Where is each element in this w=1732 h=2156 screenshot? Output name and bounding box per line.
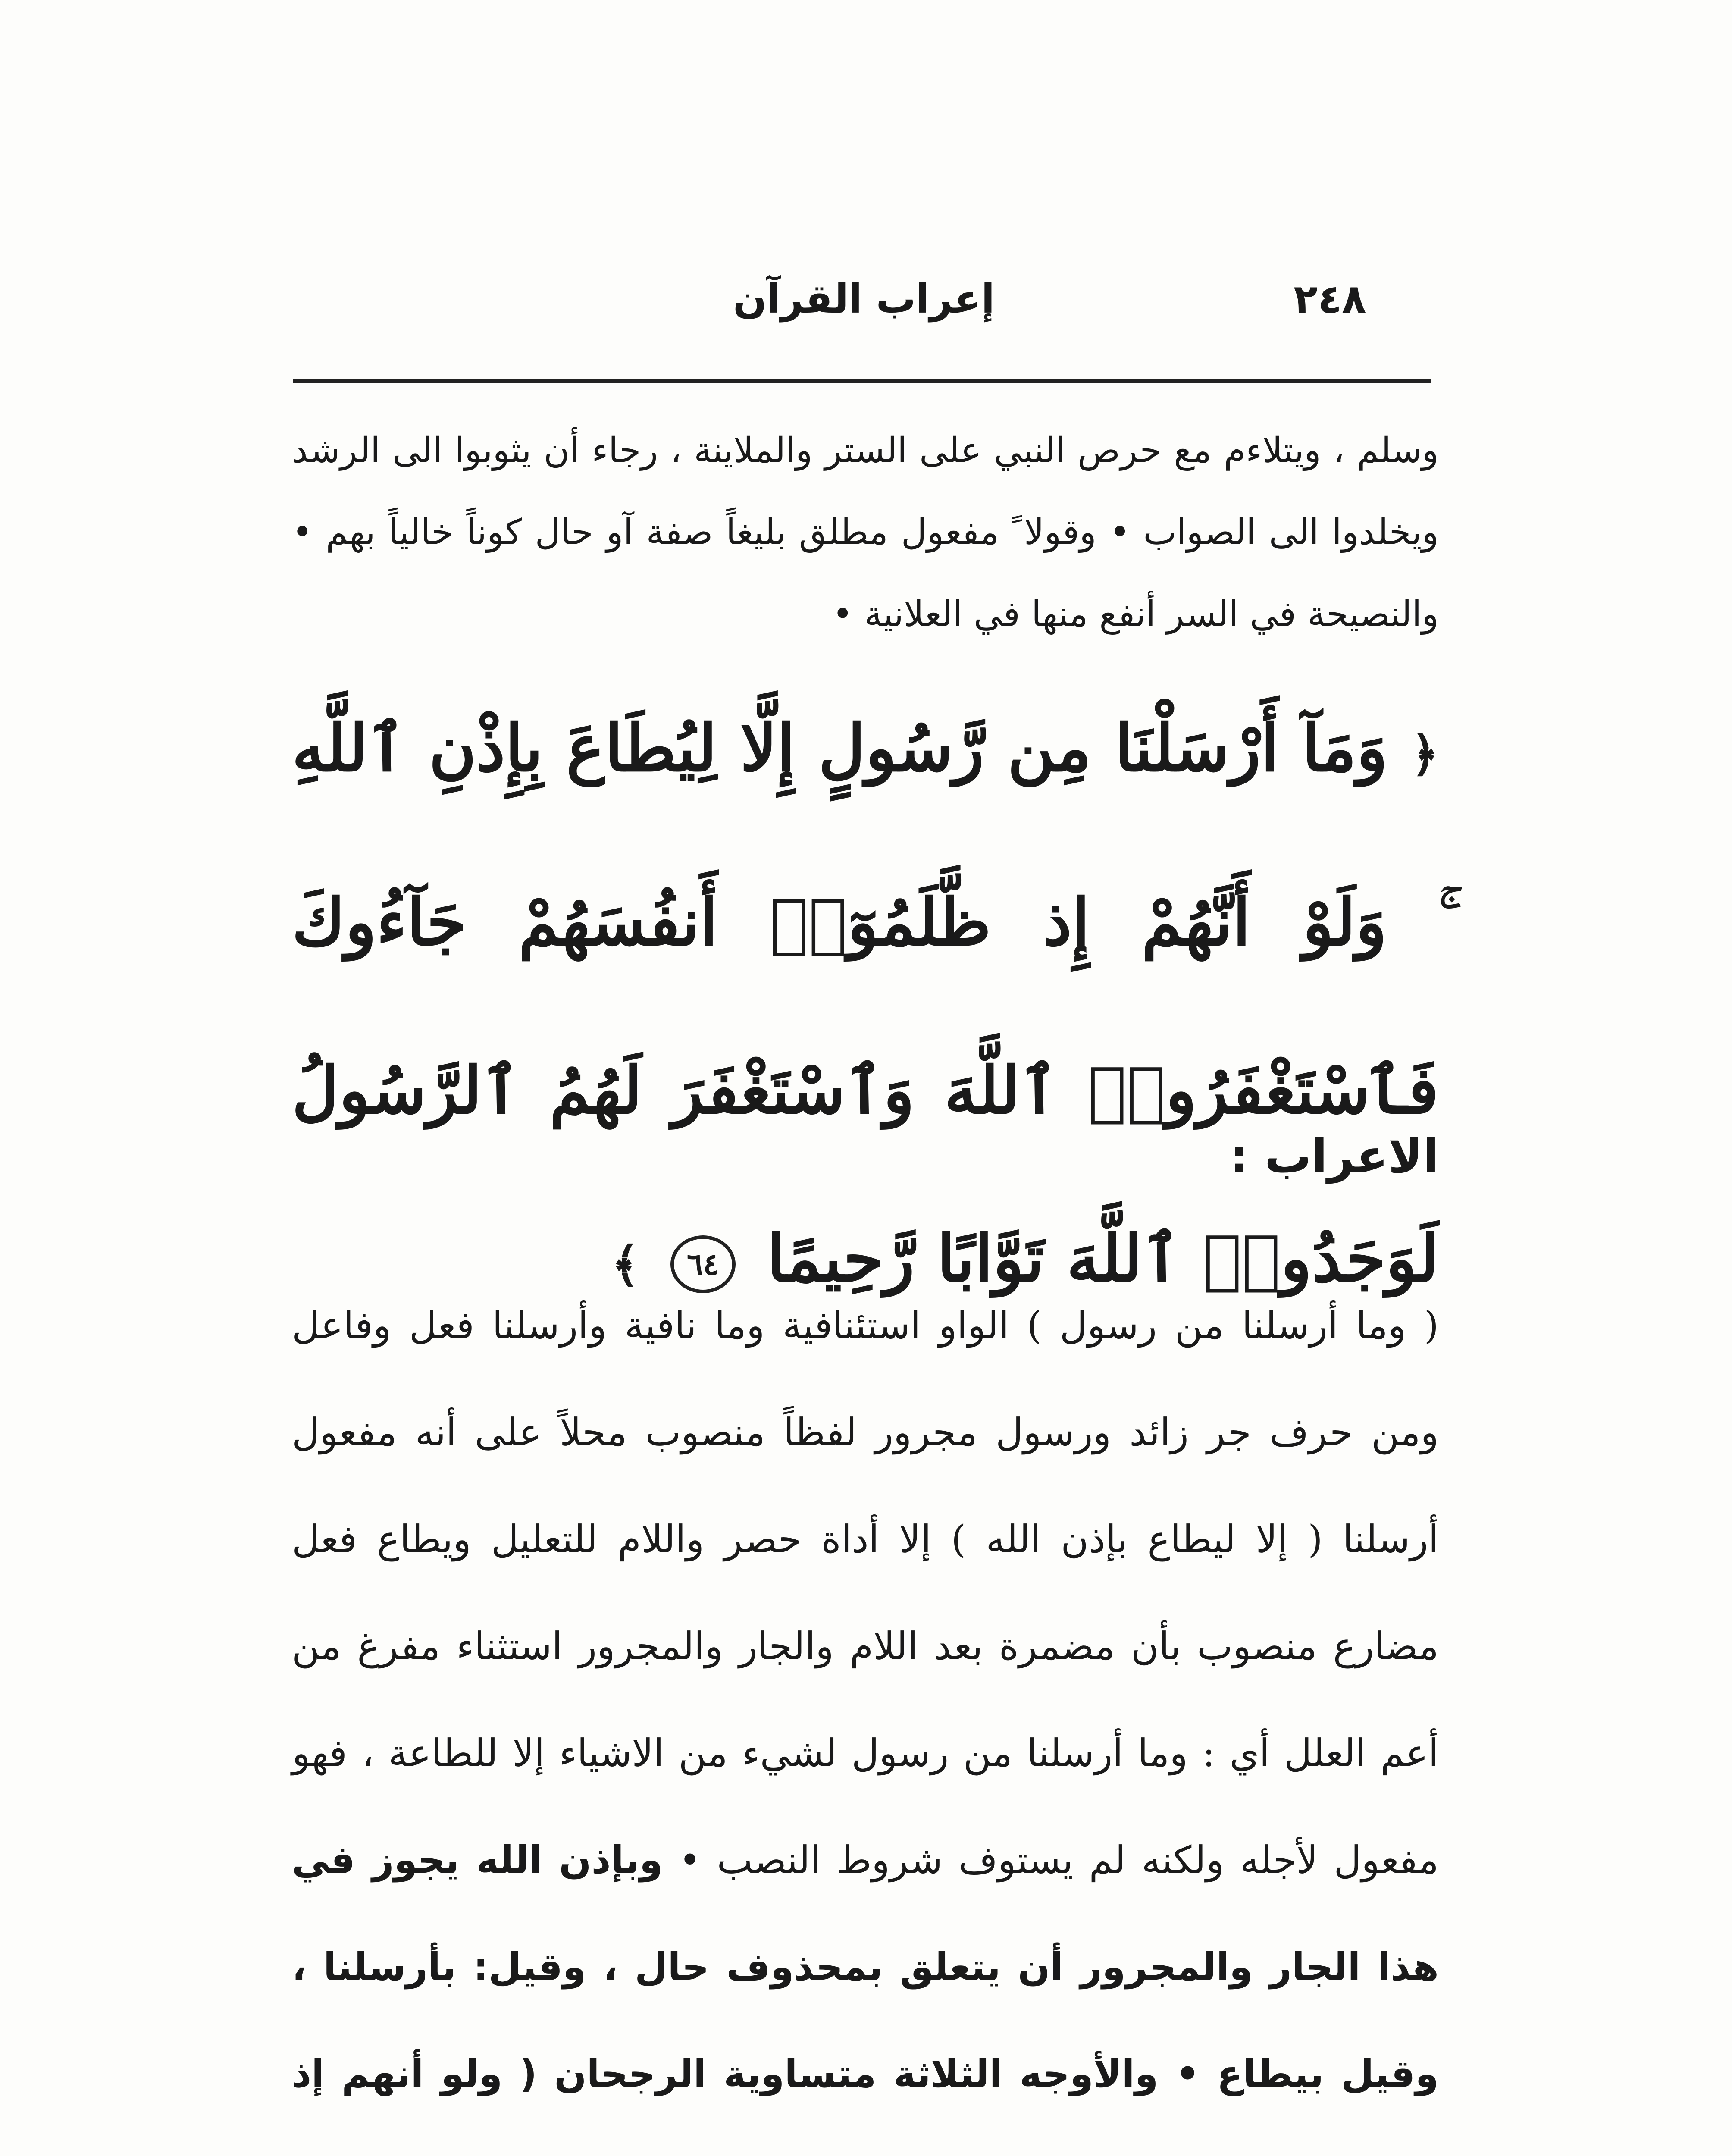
page-number: ٢٤٨	[1294, 276, 1366, 322]
verse-number-badge: ٦٤	[670, 1235, 736, 1293]
verse-open-bracket: ﴿	[1411, 726, 1439, 782]
grammar-analysis	[292, 1272, 1439, 2156]
quran-verse	[292, 664, 1439, 1349]
page-header	[267, 276, 1431, 345]
header-divider	[293, 379, 1431, 383]
verse-text: وَمَآ أَرْسَلْنَا مِن رَّسُولٍ إِلَّا لِيُطَاعَ بِإِذْنِ ٱللَّهِ ۚ وَلَوْ أَنَّهُمْ إِذ ظَّلَمُوٓا۟ أَنفُسَهُمْ جَآءُوكَ فَٱسْتَغْفَرُوا۟ ٱللَّهَ وَٱسْتَغْفَرَ لَهُمُ ٱلرَّسُولُ لَوَجَدُوا۟ ٱللَّهَ تَوَّابًا رَّحِيمًا	[292, 710, 1439, 1297]
section-heading: الاعراب :	[1230, 1130, 1439, 1184]
intro-paragraph: وسلم ، ويتلاءم مع حرص النبي على الستر والملاينة ، رجاء أن يثوبوا الى الرشد ويخلدوا الى الصواب • وقولا ً مفعول مطلق بليغاً صفة آو حال كوناً خالياً بهم • والنصيحة في السر أنفع منها في العلانية •	[292, 430, 1439, 635]
analysis-text-bold: وبإذن الله يجوز في هذا الجار والمجرور أن يتعلق بمحذوف حال ، وقيل: بأرسلنا ، وقيل بيطاع • والأوجه الثلاثة متساوية الرجحان ( ولو أنهم إذ	[292, 1838, 1439, 2096]
analysis-text-regular: ( وما أرسلنا من رسول ) الواو استئنافية وما نافية وأرسلنا فعل وفاعل ومن حرف جر زائد ورسول مجرور لفظاً منصوب محلاً على أنه مفعول أرسلنا ( إلا ليطاع بإذن الله ) إلا أداة حصر واللام للتعليل ويطاع فعل مضارع منصوب بأن مضمرة بعد اللام والجار والمجرور استثناء مفرغ من أعم العلل أي : وما أرسلنا من رسول لشيء من الاشياء إلا للطاعة ، فهو مفعول لأجله ولكنه لم يستوف شروط النصب •	[292, 1303, 1439, 1882]
running-title: إعراب القرآن	[733, 276, 995, 322]
verse-close-bracket: ﴾	[611, 1237, 639, 1292]
